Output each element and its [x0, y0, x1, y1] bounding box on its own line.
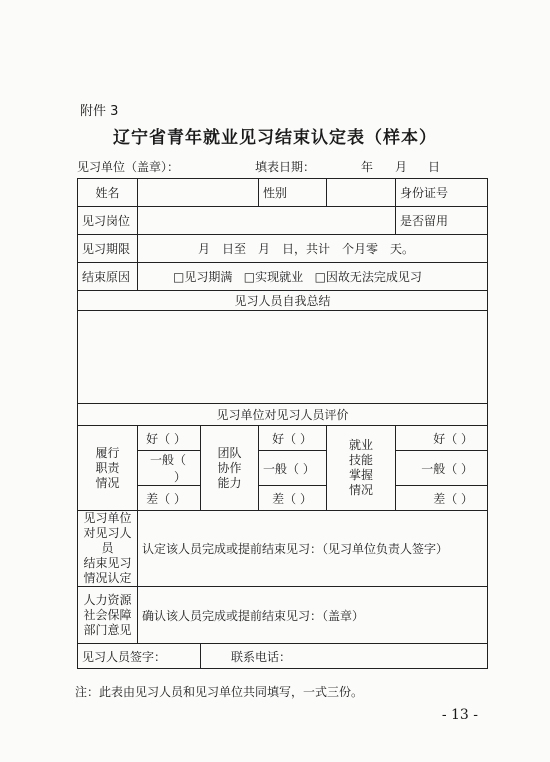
trainee-signature-label: 见习人员签字：	[78, 644, 201, 669]
eval-duty-good[interactable]: 好（ ）	[138, 426, 201, 451]
gender-field[interactable]	[327, 179, 396, 207]
reason-checkbox-employed[interactable]: □实现就业	[243, 270, 304, 284]
name-field[interactable]	[138, 179, 259, 207]
page-title: 辽宁省青年就业见习结束认定表（样本）	[113, 128, 437, 148]
footnote: 注：此表由见习人员和见习单位共同填写，一式三份。	[75, 685, 364, 699]
attachment-label: 附件 3	[80, 104, 119, 119]
reason-checkbox-expired[interactable]: □见习期满	[173, 270, 233, 284]
hr-opinion-text: 确认该人员完成或提前结束见习：（盖章）	[138, 587, 488, 644]
post-field[interactable]	[138, 207, 396, 235]
eval-skill-good[interactable]: 好（ ）	[396, 426, 488, 451]
name-label: 姓名	[78, 179, 138, 207]
end-reason-options	[138, 263, 488, 291]
unit-confirm-text: 认定该人员完成或提前结束见习：（见习单位负责人签字）	[138, 511, 488, 587]
eval-skill-poor[interactable]: 差（ ）	[396, 486, 488, 511]
self-summary-header: 见习人员自我总结	[78, 291, 488, 311]
day-label: 日	[428, 160, 441, 174]
contact-phone-label: 联系电话：	[201, 644, 488, 669]
unit-seal-label: 见习单位（盖章）：	[77, 160, 180, 174]
retained-label: 是否留用	[396, 207, 488, 235]
page-number: - 13 -	[441, 707, 478, 723]
eval-team-poor[interactable]: 差（ ）	[259, 486, 327, 511]
month-label: 月	[395, 160, 408, 174]
id-number-label: 身份证号	[396, 179, 488, 207]
self-summary-field[interactable]	[78, 311, 488, 404]
unit-confirm-label: 见习单位 对见习人员 结束见习 情况认定	[78, 511, 138, 587]
eval-team-fair[interactable]: 一般（ ）	[259, 451, 327, 486]
eval-skill-fair[interactable]: 一般（ ）	[396, 451, 488, 486]
eval-duty-fair[interactable]: 一般（ ）	[138, 451, 201, 486]
evaluation-header: 见习单位对见习人员评价	[78, 404, 488, 426]
completion-form-table	[77, 178, 488, 669]
eval-skill-label: 就业 技能 掌握 情况	[327, 426, 396, 511]
eval-duty-poor[interactable]: 差（ ）	[138, 486, 201, 511]
eval-duty-label: 履行 职责 情况	[78, 426, 138, 511]
eval-team-label: 团队 协作 能力	[201, 426, 259, 511]
period-label: 见习期限	[78, 235, 138, 263]
year-label: 年	[361, 160, 374, 174]
gender-label: 性别	[259, 179, 327, 207]
reason-checkbox-unable[interactable]: □因故无法完成见习	[314, 270, 422, 284]
period-text: 月 日至 月 日，共计 个月零 天。	[138, 235, 488, 263]
fill-date-label: 填表日期：	[255, 160, 316, 174]
hr-opinion-label: 人力资源 社会保障 部门意见	[78, 587, 138, 644]
end-reason-label: 结束原因	[78, 263, 138, 291]
post-label: 见习岗位	[78, 207, 138, 235]
eval-team-good[interactable]: 好（ ）	[259, 426, 327, 451]
